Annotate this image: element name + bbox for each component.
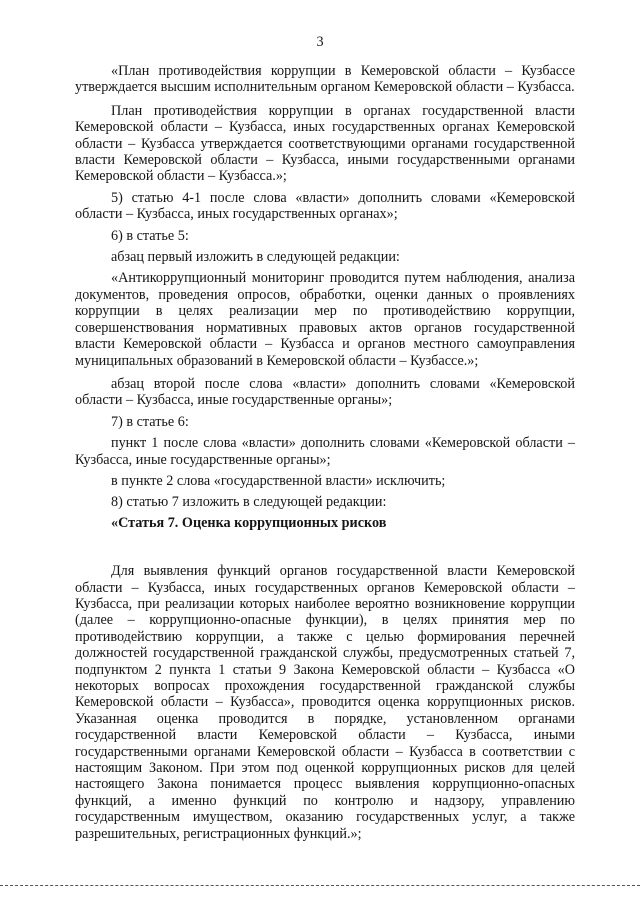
paragraph: «План противодействия коррупции в Кемеровской области – Кузбассе утверждается высшим исполнительным органом Кемеровской области – Кузбасса. bbox=[75, 63, 575, 96]
paragraph: 7) в статье 6: bbox=[111, 413, 189, 430]
article-heading: «Статья 7. Оценка коррупционных рисков bbox=[111, 514, 387, 531]
document-body bbox=[75, 63, 575, 842]
paragraph: в пункте 2 слова «государственной власти» исключить; bbox=[111, 472, 446, 489]
paragraph: 5) статью 4-1 после слова «власти» дополнить словами «Кемеровской области – Кузбасса, иных государственных органах»; bbox=[75, 189, 575, 223]
paragraph: 6) в статье 5: bbox=[111, 227, 189, 244]
paragraph: абзац первый изложить в следующей редакции: bbox=[111, 249, 400, 266]
page-number: 3 bbox=[316, 34, 324, 50]
paragraph: абзац второй после слова «власти» дополнить словами «Кемеровской области – Кузбасса, иные государственные органы»; bbox=[75, 375, 575, 409]
paragraph: 8) статью 7 изложить в следующей редакции: bbox=[111, 494, 387, 511]
page-bottom-divider bbox=[0, 885, 640, 886]
paragraph: пункт 1 после слова «власти» дополнить словами «Кемеровской области – Кузбасса, иные государственные органы»; bbox=[75, 435, 575, 468]
paragraph: «Антикоррупционный мониторинг проводится путем наблюдения, анализа документов, проведения опросов, обработки, оценки данных о проявлениях коррупции в целях реализации мер по противодействию коррупции, совершенствования нормативных правовых актов органов государственной власти Кемеровской области – Кузбасса и органов местного самоуправления муниципальных образований в Кемеровской области – Кузбассе.»; bbox=[75, 270, 575, 369]
paragraph: План противодействия коррупции в органах государственной власти Кемеровской области – Кузбасса, иных государственных органах Кемеровской области – Кузбасса утверждается соответствующими органами государственной власти Кемеровской области – Кузбасса, иными государственными органами Кемеровской области – Кузбасса.»; bbox=[75, 102, 575, 185]
paragraph: Для выявления функций органов государственной власти Кемеровской области – Кузбасса, иных государственных органов Кемеровской области – Кузбасса, при реализации которых наиболее вероятно возникновение коррупции (далее – коррупционно-опасные функции), в целях принятия мер по противодействию коррупции, а также с целью формирования перечней должностей государственной гражданской службы, предусмотренных статьей 7, подпунктом 2 пункта 1 статьи 9 Закона Кемеровской области – Кузбасса «О некоторых вопросах прохождения государственной гражданской службы Кемеровской области – Кузбасса», проводится оценка коррупционных рисков. Указанная оценка проводится в порядке, установленном органами государственной власти Кемеровской области – Кузбасса, иными государственными органами Кемеровской области – Кузбасса в соответствии с настоящим Законом. При этом под оценкой коррупционных рисков для целей настоящего Закона понимается процесс выявления коррупционно-опасных функций, а именно функций по контролю и надзору, управлению государственным имуществом, оказанию государственных услуг, а также разрешительных, регистрационных функций.»; bbox=[75, 563, 575, 842]
